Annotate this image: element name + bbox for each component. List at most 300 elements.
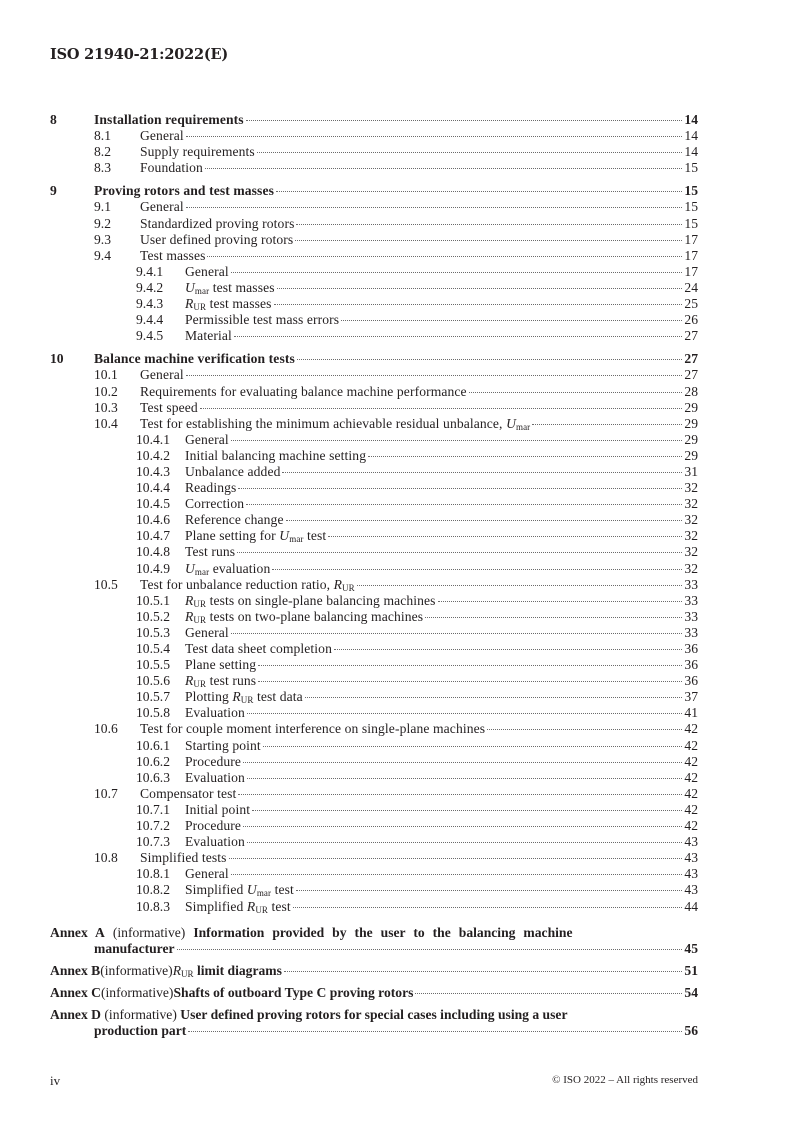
toc-entry[interactable] bbox=[50, 705, 698, 721]
symbol: U bbox=[246, 882, 257, 898]
entry-number: 10.7.3 bbox=[136, 834, 170, 850]
title-text: test bbox=[268, 898, 291, 914]
toc-entry[interactable] bbox=[50, 673, 698, 689]
symbol: U bbox=[506, 415, 516, 431]
toc-entry[interactable] bbox=[50, 657, 698, 673]
dot-leader bbox=[415, 993, 682, 994]
dot-leader bbox=[205, 168, 682, 169]
entry-title: Evaluation bbox=[185, 834, 245, 850]
entry-number: 10.5.2 bbox=[136, 608, 170, 624]
dot-leader bbox=[277, 288, 683, 289]
entry-number: 10.6.2 bbox=[136, 753, 170, 769]
entry-number: 9.1 bbox=[94, 199, 111, 215]
entry-title: Proving rotors and test masses bbox=[94, 183, 274, 199]
page-number: 42 bbox=[684, 769, 698, 785]
entry-number: 10.4.1 bbox=[136, 431, 170, 447]
page-number: 15 bbox=[684, 183, 698, 199]
dot-leader bbox=[438, 601, 683, 602]
entry-number: 9.4.3 bbox=[136, 296, 164, 312]
dot-leader bbox=[234, 336, 683, 337]
dot-leader bbox=[425, 617, 682, 618]
entry-number: 9.2 bbox=[94, 215, 111, 231]
annex-title-cont: production part bbox=[94, 1023, 187, 1039]
toc-entry[interactable] bbox=[50, 144, 698, 160]
dot-leader bbox=[357, 585, 683, 586]
toc-entry[interactable] bbox=[50, 834, 698, 850]
page-number: 43 bbox=[684, 834, 698, 850]
entry-title: Initial balancing machine setting bbox=[185, 447, 367, 463]
entry-number: 10.8.1 bbox=[136, 866, 170, 882]
title-text: test masses bbox=[209, 279, 275, 295]
annex-line bbox=[50, 1007, 698, 1023]
document-id-header: ISO 21940-21:2022(E) bbox=[50, 46, 229, 63]
dot-leader bbox=[276, 191, 682, 192]
page-number: 26 bbox=[684, 312, 698, 328]
annex-line bbox=[50, 985, 698, 1001]
entry-line bbox=[185, 528, 698, 544]
toc-entry[interactable] bbox=[50, 528, 698, 544]
page-number: 14 bbox=[684, 128, 698, 144]
entry-number: 9.4.4 bbox=[136, 312, 164, 328]
entry-number: 9.4.5 bbox=[136, 328, 164, 344]
toc-entry[interactable] bbox=[50, 384, 698, 400]
entry-number: 8.3 bbox=[94, 160, 111, 176]
symbol-subscript: UR bbox=[193, 302, 207, 313]
toc-entry[interactable] bbox=[50, 448, 698, 464]
toc-entry[interactable] bbox=[50, 199, 698, 215]
dot-leader bbox=[296, 890, 683, 891]
entry-line bbox=[140, 400, 698, 416]
page-number: 17 bbox=[684, 263, 698, 279]
annex-label: Annex B bbox=[50, 962, 101, 978]
entry-number: 10.5.5 bbox=[136, 657, 170, 673]
dot-leader bbox=[177, 949, 683, 950]
entry-number: 9 bbox=[50, 183, 57, 199]
symbol: R bbox=[333, 576, 343, 592]
symbol: R bbox=[185, 592, 194, 608]
entry-number: 10.1 bbox=[94, 367, 118, 383]
entry-number: 10.7 bbox=[94, 785, 118, 801]
dot-leader bbox=[186, 375, 683, 376]
entry-line bbox=[185, 657, 698, 673]
entry-title: General bbox=[185, 431, 229, 447]
entry-title: General bbox=[140, 128, 184, 144]
toc-entry[interactable] bbox=[50, 577, 698, 593]
entry-line bbox=[185, 802, 698, 818]
entry-title bbox=[185, 296, 272, 312]
page-number: 17 bbox=[684, 231, 698, 247]
symbol: U bbox=[185, 560, 195, 576]
page-number: 42 bbox=[684, 785, 698, 801]
entry-number: 10.4.9 bbox=[136, 560, 170, 576]
toc-entry[interactable] bbox=[50, 400, 698, 416]
entry-line bbox=[185, 264, 698, 280]
entry-line bbox=[140, 384, 698, 400]
toc-entry[interactable] bbox=[50, 351, 698, 367]
entry-number: 10.8 bbox=[94, 850, 118, 866]
entry-number: 10.5.8 bbox=[136, 705, 170, 721]
entry-line bbox=[185, 641, 698, 657]
entry-line bbox=[185, 496, 698, 512]
entry-line bbox=[185, 899, 698, 915]
title-text: tests on two-plane balancing machines bbox=[206, 608, 424, 624]
page-number: 29 bbox=[684, 415, 698, 431]
symbol-subscript: UR bbox=[342, 582, 355, 593]
page-number: 14 bbox=[684, 144, 698, 160]
entry-line bbox=[140, 367, 698, 383]
entry-title: Procedure bbox=[185, 818, 242, 834]
toc-entry[interactable] bbox=[50, 464, 698, 480]
toc-entry[interactable] bbox=[50, 160, 698, 176]
page-number: 24 bbox=[684, 279, 698, 295]
toc-entry[interactable] bbox=[50, 544, 698, 560]
entry-line bbox=[140, 248, 698, 264]
annex-entry[interactable] bbox=[50, 1007, 698, 1039]
dot-leader bbox=[200, 408, 683, 409]
entry-title: Simplified tests bbox=[140, 850, 227, 866]
dot-leader bbox=[247, 778, 683, 779]
symbol: U bbox=[185, 279, 195, 295]
entry-line bbox=[185, 689, 698, 705]
entry-line bbox=[185, 480, 698, 496]
entry-line bbox=[94, 112, 698, 128]
dot-leader bbox=[188, 1031, 682, 1032]
toc-entry[interactable] bbox=[50, 128, 698, 144]
entry-line bbox=[185, 593, 698, 609]
page-number: 31 bbox=[684, 463, 698, 479]
entry-line bbox=[185, 561, 698, 577]
toc-entry[interactable] bbox=[50, 296, 698, 312]
entry-line bbox=[185, 512, 698, 528]
entry-number: 10.4.4 bbox=[136, 480, 170, 496]
symbol: R bbox=[232, 689, 241, 705]
symbol: U bbox=[279, 528, 290, 544]
entry-number: 10.4.3 bbox=[136, 463, 170, 479]
dot-leader bbox=[243, 762, 682, 763]
annex-line bbox=[50, 925, 698, 941]
entry-number: 10.5.1 bbox=[136, 592, 170, 608]
dot-leader bbox=[368, 456, 682, 457]
entry-number: 10.4.6 bbox=[136, 512, 170, 528]
annex-entry[interactable] bbox=[50, 925, 698, 957]
entry-line bbox=[140, 199, 698, 215]
toc-entry[interactable] bbox=[50, 280, 698, 296]
dot-leader bbox=[252, 810, 682, 811]
entry-title bbox=[185, 882, 294, 898]
page-number: 33 bbox=[684, 592, 698, 608]
entry-title bbox=[185, 689, 303, 705]
page-number: 29 bbox=[684, 399, 698, 415]
dot-leader bbox=[295, 240, 682, 241]
dot-leader bbox=[238, 794, 682, 795]
toc-entry[interactable] bbox=[50, 786, 698, 802]
entry-title: Procedure bbox=[185, 753, 242, 769]
toc-entry[interactable] bbox=[50, 367, 698, 383]
entry-title: Test speed bbox=[140, 399, 198, 415]
entry-number: 10.6.3 bbox=[136, 769, 170, 785]
entry-line bbox=[185, 754, 698, 770]
page-number: 36 bbox=[684, 657, 698, 673]
entry-line bbox=[185, 464, 698, 480]
entry-line bbox=[185, 296, 698, 312]
entry-number: 10.4.2 bbox=[136, 447, 170, 463]
dot-leader bbox=[246, 504, 682, 505]
entry-title: General bbox=[185, 624, 229, 640]
dot-leader bbox=[186, 136, 683, 137]
dot-leader bbox=[341, 320, 682, 321]
annex-line bbox=[50, 1023, 698, 1039]
annex-type: (informative) bbox=[112, 924, 186, 940]
toc-entry[interactable] bbox=[50, 754, 698, 770]
annex-line bbox=[50, 963, 698, 979]
title-text: test runs bbox=[206, 673, 257, 689]
entry-line bbox=[140, 721, 698, 737]
entry-number: 8 bbox=[50, 112, 57, 127]
symbol-subscript: mar bbox=[289, 534, 304, 545]
page-number: 32 bbox=[684, 560, 698, 576]
entry-line bbox=[185, 866, 698, 882]
symbol-subscript: UR bbox=[240, 695, 254, 706]
entry-number: 10.5.6 bbox=[136, 673, 170, 689]
entry-number: 9.4 bbox=[94, 247, 111, 263]
dot-leader bbox=[297, 359, 683, 360]
symbol: R bbox=[185, 673, 194, 689]
entry-title: Correction bbox=[185, 496, 245, 512]
toc-entry[interactable] bbox=[50, 183, 698, 199]
annex-line bbox=[50, 941, 698, 957]
entry-line bbox=[185, 705, 698, 721]
dot-leader bbox=[258, 665, 682, 666]
entry-number: 10 bbox=[50, 351, 64, 367]
entry-line bbox=[185, 882, 698, 898]
entry-line bbox=[94, 183, 698, 199]
toc-entry[interactable] bbox=[50, 112, 698, 128]
entry-title: Standardized proving rotors bbox=[140, 215, 295, 231]
entry-number: 10.4.7 bbox=[136, 528, 170, 544]
toc-entry[interactable] bbox=[50, 248, 698, 264]
entry-title bbox=[185, 609, 423, 625]
dot-leader bbox=[293, 907, 683, 908]
page-number: 28 bbox=[684, 383, 698, 399]
table-of-contents bbox=[50, 112, 698, 1039]
toc-entry[interactable] bbox=[50, 561, 698, 577]
toc-entry[interactable] bbox=[50, 689, 698, 705]
page-number: 51 bbox=[684, 962, 698, 978]
entry-line bbox=[140, 786, 698, 802]
entry-title: Initial point bbox=[185, 801, 251, 817]
dot-leader bbox=[487, 729, 682, 730]
entry-title: Test data sheet completion bbox=[185, 641, 332, 656]
toc-entry[interactable] bbox=[50, 899, 698, 915]
dot-leader bbox=[258, 681, 682, 682]
dot-leader bbox=[231, 633, 683, 634]
dot-leader bbox=[284, 971, 682, 972]
entry-title bbox=[140, 577, 355, 593]
toc-entry[interactable] bbox=[50, 496, 698, 512]
symbol-subscript: mar bbox=[194, 566, 210, 577]
toc-entry[interactable] bbox=[50, 738, 698, 754]
toc-entry[interactable] bbox=[50, 264, 698, 280]
entry-number: 10.4.5 bbox=[136, 496, 170, 512]
toc-entry[interactable] bbox=[50, 721, 698, 737]
entry-number: 9.3 bbox=[94, 231, 111, 247]
entry-number: 10.2 bbox=[94, 383, 118, 399]
dot-leader bbox=[231, 272, 683, 273]
entry-line bbox=[140, 216, 698, 232]
dot-leader bbox=[469, 392, 683, 393]
title-text: Test for unbalance reduction ratio, bbox=[140, 576, 334, 592]
entry-title: Permissible test mass errors bbox=[185, 312, 340, 328]
page-number: 33 bbox=[684, 624, 698, 640]
page-number: 15 bbox=[684, 160, 698, 176]
page-number: 32 bbox=[684, 544, 698, 560]
title-text: test masses bbox=[206, 296, 272, 312]
entry-number: 9.4.2 bbox=[136, 279, 164, 295]
annex-type: (informative) bbox=[100, 962, 173, 978]
annex-label: Annex C bbox=[50, 984, 101, 1000]
symbol-subscript: mar bbox=[515, 421, 531, 432]
entry-number: 10.5 bbox=[94, 576, 118, 592]
page-number: 56 bbox=[684, 1023, 698, 1039]
toc-entry[interactable] bbox=[50, 232, 698, 248]
toc-entry[interactable] bbox=[50, 593, 698, 609]
page-number: 14 bbox=[684, 112, 698, 127]
entry-title: Plane setting bbox=[185, 657, 257, 673]
entry-number: 10.4 bbox=[94, 415, 118, 431]
entry-line bbox=[94, 351, 698, 367]
entry-number: 10.8.2 bbox=[136, 882, 170, 898]
title-text: Plane setting for bbox=[185, 528, 280, 544]
entry-number: 10.4.8 bbox=[136, 544, 170, 560]
dot-leader bbox=[532, 424, 682, 425]
symbol-subscript: UR bbox=[255, 904, 269, 915]
dot-leader bbox=[296, 224, 682, 225]
entry-title: Foundation bbox=[140, 160, 203, 176]
entry-title: Supply requirements bbox=[140, 144, 255, 160]
page-number: 36 bbox=[684, 673, 698, 689]
toc-entry[interactable] bbox=[50, 866, 698, 882]
entry-title bbox=[185, 593, 436, 609]
dot-leader bbox=[237, 552, 682, 553]
entry-line bbox=[185, 609, 698, 625]
toc-entry[interactable] bbox=[50, 480, 698, 496]
toc-entry[interactable] bbox=[50, 609, 698, 625]
entry-number: 10.5.3 bbox=[136, 624, 170, 640]
page-number: 45 bbox=[684, 940, 698, 956]
title-text: evaluation bbox=[209, 560, 271, 576]
annex-title: Information provided by the user to the balancing machine bbox=[193, 924, 573, 940]
toc-entry[interactable] bbox=[50, 312, 698, 328]
entry-number: 10.5.4 bbox=[136, 641, 170, 656]
entry-title: General bbox=[185, 263, 229, 279]
title-text: limit diagrams bbox=[196, 962, 282, 978]
dot-leader bbox=[328, 536, 682, 537]
toc-entry[interactable] bbox=[50, 416, 698, 432]
title-text: tests on single-plane balancing machines bbox=[206, 592, 436, 608]
toc-entry[interactable] bbox=[50, 641, 698, 657]
annex-title bbox=[173, 963, 282, 979]
dot-leader bbox=[243, 826, 682, 827]
entry-title: Balance machine verification tests bbox=[94, 351, 295, 367]
toc-entry[interactable] bbox=[50, 882, 698, 898]
page-number: 29 bbox=[684, 447, 698, 463]
symbol: R bbox=[185, 608, 194, 624]
toc-entry[interactable] bbox=[50, 850, 698, 866]
toc-entry[interactable] bbox=[50, 512, 698, 528]
dot-leader bbox=[286, 520, 683, 521]
toc-entry[interactable] bbox=[50, 625, 698, 641]
entry-line bbox=[140, 128, 698, 144]
dot-leader bbox=[263, 746, 683, 747]
entry-line bbox=[140, 577, 698, 593]
page-number: 43 bbox=[684, 866, 698, 882]
toc-entry[interactable] bbox=[50, 818, 698, 834]
toc-entry[interactable] bbox=[50, 802, 698, 818]
copyright-notice: © ISO 2022 – All rights reserved bbox=[552, 1074, 698, 1086]
entry-line bbox=[185, 280, 698, 296]
toc-entry[interactable] bbox=[50, 216, 698, 232]
dot-leader bbox=[334, 649, 682, 650]
page-number: 42 bbox=[684, 818, 698, 834]
dot-leader bbox=[229, 858, 683, 859]
page-number-roman: iv bbox=[50, 1073, 61, 1088]
entry-title: Test for couple moment interference on single-plane machines bbox=[140, 721, 486, 737]
title-text: test bbox=[303, 528, 327, 544]
entry-number: 8.1 bbox=[94, 128, 111, 144]
page-number: 54 bbox=[684, 984, 698, 1000]
symbol-subscript: UR bbox=[193, 614, 207, 625]
page-number: 42 bbox=[684, 801, 698, 817]
entry-line bbox=[185, 432, 698, 448]
entry-title: Reference change bbox=[185, 512, 284, 528]
page-number: 43 bbox=[684, 882, 698, 898]
entry-line bbox=[185, 448, 698, 464]
symbol-subscript: UR bbox=[193, 598, 207, 609]
page-number: 17 bbox=[684, 247, 698, 263]
entry-number: 9.4.1 bbox=[136, 263, 164, 279]
entry-number: 10.3 bbox=[94, 399, 118, 415]
toc-entry[interactable] bbox=[50, 328, 698, 344]
entry-title: General bbox=[140, 199, 184, 215]
page-number: 43 bbox=[684, 850, 698, 866]
annex-entry[interactable] bbox=[50, 985, 698, 1001]
page-number: 37 bbox=[684, 689, 698, 705]
dot-leader bbox=[274, 304, 683, 305]
entry-title bbox=[185, 673, 256, 689]
entry-number: 10.5.7 bbox=[136, 689, 170, 705]
symbol: R bbox=[246, 898, 256, 914]
annex-type: (informative) bbox=[100, 984, 174, 1000]
page-number: 32 bbox=[684, 496, 698, 512]
page-number: 27 bbox=[684, 351, 698, 367]
dot-leader bbox=[247, 713, 683, 714]
entry-title: Unbalance added bbox=[185, 463, 281, 479]
dot-leader bbox=[207, 256, 682, 257]
page-number: 42 bbox=[684, 737, 698, 753]
annex-type: (informative) bbox=[104, 1006, 177, 1022]
page-number: 33 bbox=[684, 576, 698, 592]
entry-number: 10.6.1 bbox=[136, 737, 170, 753]
toc-entry[interactable] bbox=[50, 432, 698, 448]
symbol-subscript: mar bbox=[194, 285, 210, 296]
entry-line bbox=[185, 834, 698, 850]
annex-entry[interactable] bbox=[50, 963, 698, 979]
page-number: 33 bbox=[684, 608, 698, 624]
title-text: Simplified bbox=[185, 882, 247, 898]
entry-line bbox=[185, 544, 698, 560]
toc-entry[interactable] bbox=[50, 770, 698, 786]
symbol-subscript: UR bbox=[193, 679, 207, 690]
